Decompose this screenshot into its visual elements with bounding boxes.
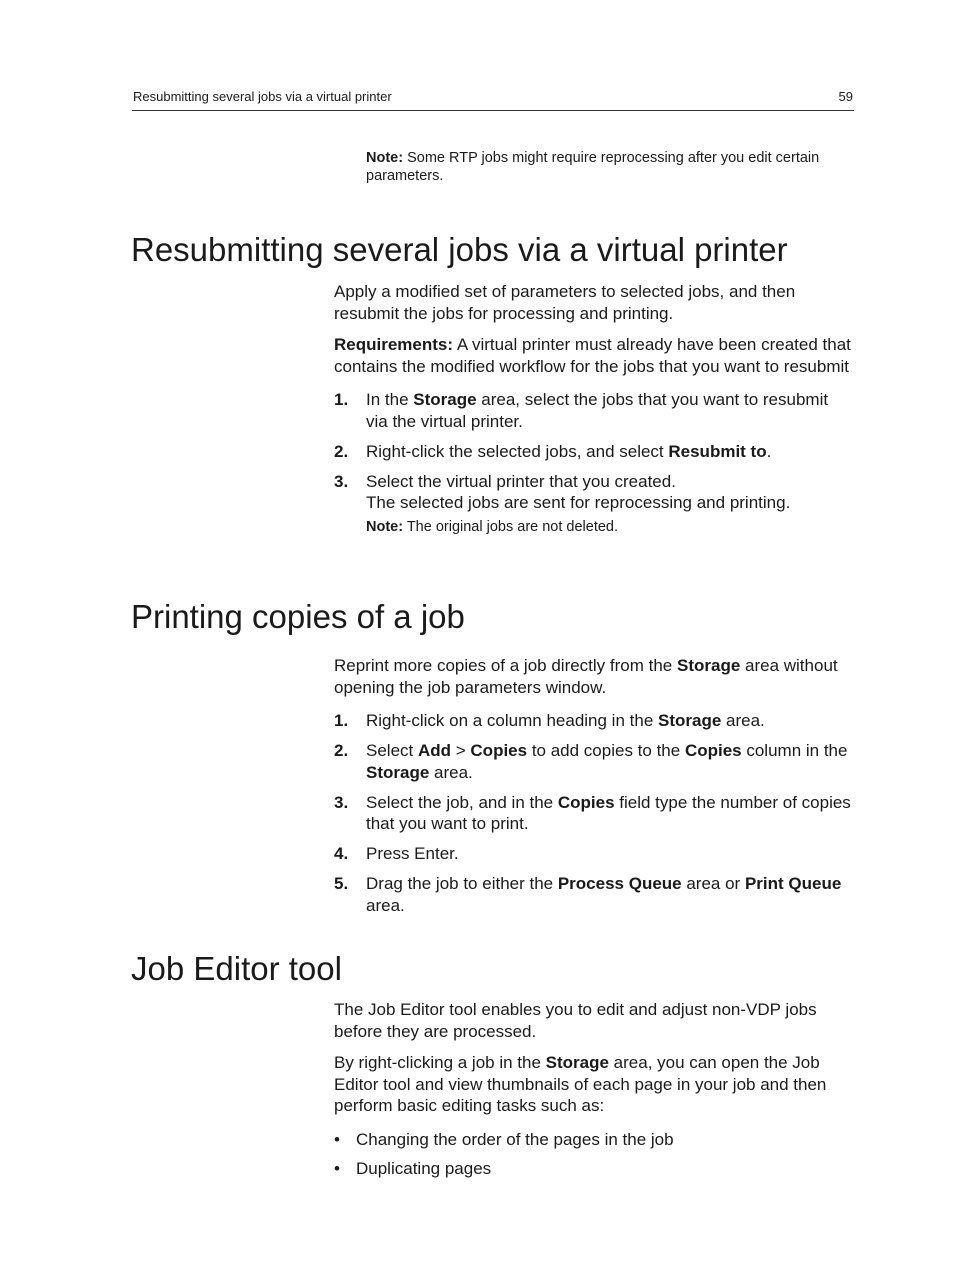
bullet-text: Changing the order of the pages in the job [356,1129,674,1149]
section-heading-resubmit: Resubmitting several jobs via a virtual printer [131,231,788,268]
list-item [334,441,854,463]
list-item [334,873,854,916]
note-text: Some RTP jobs might require reprocessing after you edit certain parameters. [366,150,820,184]
section-body-job-editor [334,999,854,1188]
note-text: The original jobs are not deleted. [403,518,619,535]
step-number: 2. [334,441,349,461]
steps-list [334,389,854,536]
step-number: 3. [334,471,349,491]
note-label: Note: [366,150,404,166]
step-text: area or [681,874,745,893]
list-item [334,792,854,835]
step-text: to add copies to the [527,741,685,760]
bullet-icon: • [334,1129,340,1149]
step-keyword: Print Queue [744,874,842,893]
step-keyword: Process Queue [557,874,682,893]
step-text: area. [366,895,405,915]
step-text: > [451,741,471,760]
list-item [334,710,854,732]
intro-text: area without opening the job parameters window. [334,656,838,697]
step-number: 3. [334,792,349,812]
intro-text: Reprint more copies of a job directly from the [334,656,677,675]
step-text: In the [366,390,414,409]
list-item [334,389,854,432]
step-number: 1. [334,711,349,730]
list-item [334,740,854,783]
header-title: Resubmitting several jobs via a virtual printer [133,89,392,104]
running-header [132,88,854,111]
step-number: 5. [334,874,349,893]
para-text: area, you can open the Job Editor tool and view thumbnails of each page in your job and then perform basic editing tasks such as: [334,1053,827,1115]
step-keyword: Copies [557,792,615,812]
step-text: Right-click on a column heading in the [366,711,658,730]
step-text: column in the [741,741,848,760]
intro-keyword: Storage [676,656,741,675]
intro-paragraph: Apply a modified set of parameters to selected jobs, and then resubmit the jobs for processing and printing. [334,282,796,323]
step-note [366,518,854,536]
step-text: . [766,441,772,461]
description-paragraph [334,1052,854,1117]
step-text: area. [429,762,473,782]
list-item [334,843,854,865]
list-item [334,1129,854,1151]
list-item [334,471,854,536]
bullet-icon: • [334,1159,340,1178]
step-keyword: Resubmit to [668,441,767,461]
section-heading-copies: Printing copies of a job [131,598,465,635]
step-text: area. [721,711,765,730]
step-text: Press Enter. [366,844,459,863]
top-note [366,149,854,185]
bullet-list [334,1129,854,1180]
step-text: Right-click the selected jobs, and select [366,441,669,461]
intro-paragraph: The Job Editor tool enables you to edit and adjust non-VDP jobs before they are processed. [334,1000,817,1041]
section-body-resubmit [334,281,854,544]
step-keyword: Copies [470,741,528,760]
step-result: The selected jobs are sent for reprocessing and printing. [366,493,791,512]
note-label: Note: [366,518,404,535]
step-text: Select [366,741,418,760]
section-heading-job-editor: Job Editor tool [131,950,342,987]
step-text: Select the job, and in the [366,792,558,812]
step-keyword: Add [417,741,452,760]
requirements-text: A virtual printer must already have been created that contains the modified workflow for the jobs that you want to resubmit [334,335,851,376]
bullet-text: Duplicating pages [356,1159,492,1178]
step-text: field type the number of copies that you want to print. [366,792,851,833]
section-body-copies [334,655,854,925]
step-keyword: Storage [366,762,430,782]
step-number: 1. [334,390,349,409]
step-keyword: Storage [413,390,477,409]
para-keyword: Storage [545,1053,609,1072]
page-number: 59 [838,89,853,104]
step-text: Select the virtual printer that you created. [366,471,676,491]
step-keyword: Copies [684,741,742,760]
requirements-paragraph [334,334,854,377]
step-number: 2. [334,741,349,760]
para-text: By right-clicking a job in the [334,1053,546,1072]
list-item [334,1158,854,1180]
step-keyword: Storage [658,711,722,730]
step-number: 4. [334,844,349,863]
steps-list [334,710,854,916]
step-text: Drag the job to either the [366,874,558,893]
requirements-label: Requirements: [334,335,454,354]
step-text: area, select the jobs that you want to resubmit via the virtual printer. [366,390,829,431]
intro-paragraph [334,655,854,698]
